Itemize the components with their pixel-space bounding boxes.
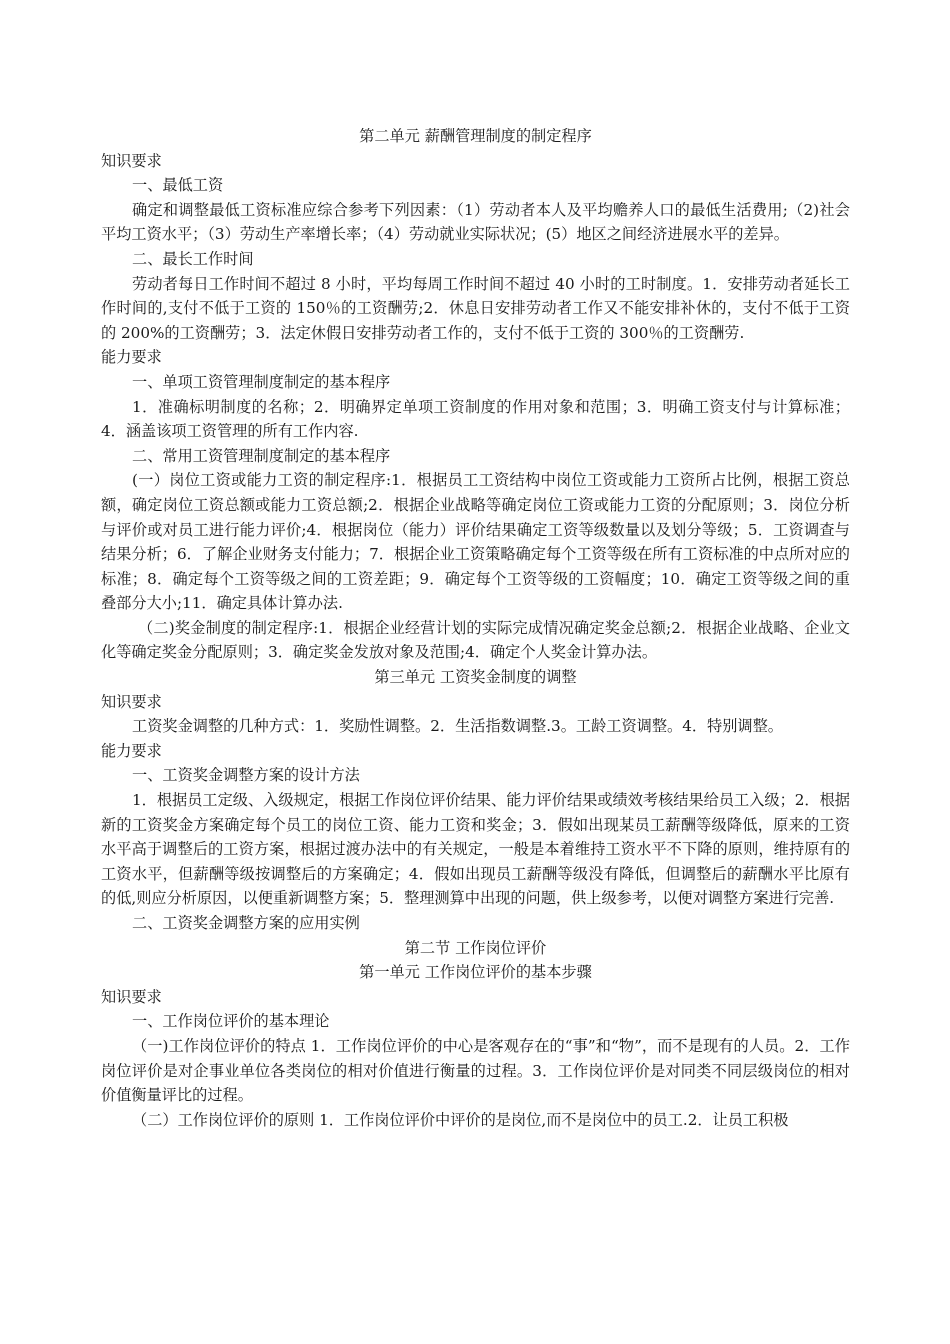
section-heading: 二、工资奖金调整方案的应用实例 — [132, 914, 360, 932]
body-paragraph: 1．准确标明制度的名称；2．明确界定单项工资制度的作用对象和范围；3．明确工资支付与计算标准；4．涵盖该项工资管理的所有工作内容. — [101, 397, 850, 441]
section-heading: 一、工作岗位评价的基本理论 — [132, 1012, 330, 1031]
ability-heading: 能力要求 — [101, 348, 162, 367]
body-paragraph: （二)奖金制度的制定程序:1．根据企业经营计划的实际完成情况确定奖金总额;2．根据企业战略、企业文化等确定奖金分配原则；3．确定奖金发放对象及范围;4．确定个人奖金计算办法。 — [101, 618, 850, 662]
body-paragraph: （二）工作岗位评价的原则 1．工作岗位评价中评价的是岗位,而不是岗位中的员工.2．让员工积极 — [132, 1110, 789, 1129]
ability-heading: 能力要求 — [101, 741, 162, 760]
section-heading: 一、单项工资管理制度制定的基本程序 — [132, 372, 391, 391]
section-title: 第二节 工作岗位评价 — [404, 938, 547, 957]
body-paragraph: 1．根据员工定级、入级规定，根据工作岗位评价结果、能力评价结果或绩效考核结果给员工入级；2．根据新的工资奖金方案确定每个员工的岗位工资、能力工资和奖金；3．假如出现某员工薪酬等级降低，原来的工资水平高于调整后的工资方案，根据过渡办法中的有关规定，一般是本着维持工资水平不下降的原则，维持原有的工资水平，但薪酬等级按调整后的方案确定；4．假如出现员工薪酬等级没有降低，但调整后的薪酬水平比原有的低,则应分析原因，以便重新调整方案；5．整理测算中出现的问题，供上级参考，以便对调整方案进行完善. — [101, 791, 850, 908]
body-paragraph: (一）岗位工资或能力工资的制定程序:1．根据员工工资结构中岗位工资或能力工资所占比例，根据工资总额，确定岗位工资总额或能力工资总额;2．根据企业战略等确定岗位工资或能力工资的分配原则；3．岗位分析与评价或对员工进行能力评价;4．根据岗位（能力）评价结果确定工资等级数量以及划分等级；5．工资调查与结果分析；6．了解企业财务支付能力；7．根据企业工资策略确定每个工资等级在所有工资标准的中点所对应的标准；8．确定每个工资等级之间的工资差距；9．确定每个工资等级的工资幅度；10．确定工资等级之间的重叠部分大小;11．确定具体计算办法. — [101, 471, 850, 613]
section-heading: 一、工资奖金调整方案的设计方法 — [132, 766, 360, 785]
knowledge-heading: 知识要求 — [101, 151, 162, 170]
knowledge-heading: 知识要求 — [101, 692, 162, 711]
section-heading: 二、常用工资管理制度制定的基本程序 — [132, 446, 391, 465]
body-paragraph: 劳动者每日工作时间不超过 8 小时，平均每周工作时间不超过 40 小时的工时制度。1．安排劳动者延长工作时间的,支付不低于工资的 150％的工资酬劳;2．休息日安排劳动者工作又不能安排补休的，支付不低于工资的 200%的工资酬劳；3．法定休假日安排劳动者工作的，支付不低于工资的 300％的工资酬劳. — [101, 274, 850, 342]
section-heading: 二、最长工作时间 — [132, 249, 254, 268]
body-paragraph: 工资奖金调整的几种方式：1．奖励性调整。2．生活指数调整.3。工龄工资调整。4．特别调整。 — [132, 717, 783, 736]
section-heading: 一、最低工资 — [132, 176, 224, 195]
body-paragraph: （一)工作岗位评价的特点 1．工作岗位评价的中心是客观存在的“事”和“物”，而不是现有的人员。2．工作岗位评价是对企事业单位各类岗位的相对价值进行衡量的过程。3．工作岗位评价是对同类不同层级岗位的相对价值衡量评比的过程。 — [101, 1036, 850, 1105]
unit-title: 第三单元 工资奖金制度的调整 — [374, 668, 577, 687]
unit-title: 第一单元 工作岗位评价的基本步骤 — [359, 963, 592, 982]
knowledge-heading: 知识要求 — [101, 987, 162, 1006]
unit-title: 第二单元 薪酬管理制度的制定程序 — [359, 127, 592, 145]
body-paragraph: 确定和调整最低工资标准应综合参考下列因素：（1）劳动者本人及平均赡养人口的最低生活费用;（2)社会平均工资水平；（3）劳动生产率增长率；（4）劳动就业实际状况；(5）地区之间经济进展水平的差异。 — [101, 200, 850, 244]
